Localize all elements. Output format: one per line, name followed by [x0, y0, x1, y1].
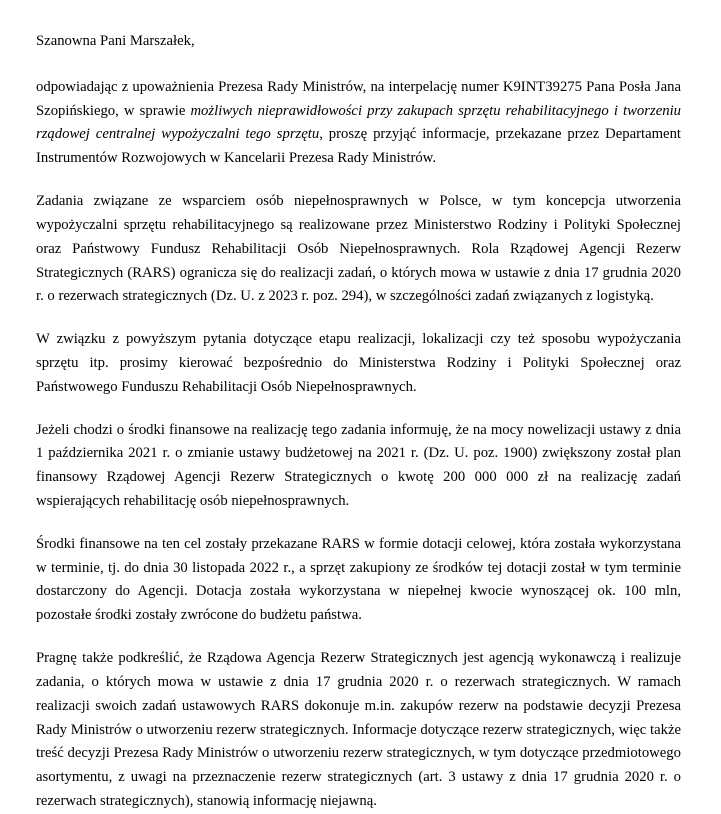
paragraph-p4 [36, 419, 681, 514]
text-run: Zadania związane ze wsparciem osób niepełnosprawnych w Polsce, w tym koncepcja utworzenia wypożyczalni sprzętu rehabilitacyjnego są realizowane przez Ministerstwo Rodziny i Polityki Społecznej oraz Państwowy Fundusz Rehabilitacji Osób Niepełnosprawnych. Rola Rządowej Agencji Rezerw Strategicznych (RARS) ogranicza się do realizacji zadań, o których mowa w ustawie z dnia 17 grudnia 2020 r. o rezerwach strategicznych (Dz. U. z 2023 r. poz. 294), w szczególności zadań związanych z logistyką. [36, 193, 681, 305]
text-run: odpowiadając z upoważnienia Prezesa Rady Ministrów, na interpelację numer K9INT39275 Pana Posła Jana Szopińskiego, w sprawie [36, 78, 681, 119]
text-run: W związku z powyższym pytania dotyczące etapu realizacji, lokalizacji czy też sposobu wypożyczania sprzętu itp. prosimy kierować bezpośrednio do Ministerstwa Rodziny i Polityki Społecznej oraz Państwowego Funduszu Rehabilitacji Osób Niepełnosprawnych. [36, 331, 681, 395]
paragraph-p6 [36, 647, 681, 814]
paragraph-p2 [36, 190, 681, 309]
paragraph-container [36, 76, 681, 814]
emphasized-text: możliwych nieprawidłowości przy zakupach sprzętu rehabilitacyjnego i tworzeniu rządowej centralnej wypożyczalni tego sprzętu [36, 102, 681, 143]
text-run: , proszę przyjąć informacje, przekazane przez Departament Instrumentów Rozwojowych w Kancelarii Prezesa Rady Ministrów. [36, 126, 681, 167]
paragraph-p5 [36, 533, 681, 628]
document-body [36, 30, 681, 814]
text-run: Jeżeli chodzi o środki finansowe na realizację tego zadania informuję, że na mocy nowelizacji ustawy z dnia 1 października 2021 r. o zmianie ustawy budżetowej na 2021 r. (Dz. U. poz. 1900) zwiększony został plan finansowy Rządowej Agencji Rezerw Strategicznych o kwotę 200 000 000 zł na realizację zadań wspierających rehabilitację osób niepełnosprawnych. [36, 421, 681, 509]
text-run: Środki finansowe na ten cel zostały przekazane RARS w formie dotacji celowej, która została wykorzystana w terminie, tj. do dnia 30 listopada 2022 r., a sprzęt zakupiony ze środków tej dotacji został w tym terminie dostarczony do Agencji. Dotacja została wykorzystana w niepełnej kwocie wynoszącej ok. 100 mln, pozostałe środki zostały zwrócone do budżetu państwa. [36, 535, 681, 624]
salutation: Szanowna Pani Marszałek, [36, 33, 195, 49]
paragraph-p3 [36, 328, 681, 399]
text-run: Pragnę także podkreślić, że Rządowa Agencja Rezerw Strategicznych jest agencją wykonawczą i realizuje zadania, o których mowa w ustawie z dnia 17 grudnia 2020 r. o rezerwach strategicznych. W ramach realizacji swoich zadań ustawowych RARS dokonuje m.in. zakupów rezerw na podstawie decyzji Prezesa Rady Ministrów o utworzeniu rezerw strategicznych. Informacje dotyczące rezerw strategicznych, więc także treść decyzji Prezesa Rady Ministrów o utworzeniu rezerw strategicznych, w tym dotyczące przedmiotowego asortymentu, z uwagi na przeznaczenie rezerw strategicznych (art. 3 ustawy z dnia 17 grudnia 2020 r. o rezerwach strategicznych), stanowią informację niejawną. [36, 650, 681, 809]
paragraph-p1 [36, 76, 681, 171]
